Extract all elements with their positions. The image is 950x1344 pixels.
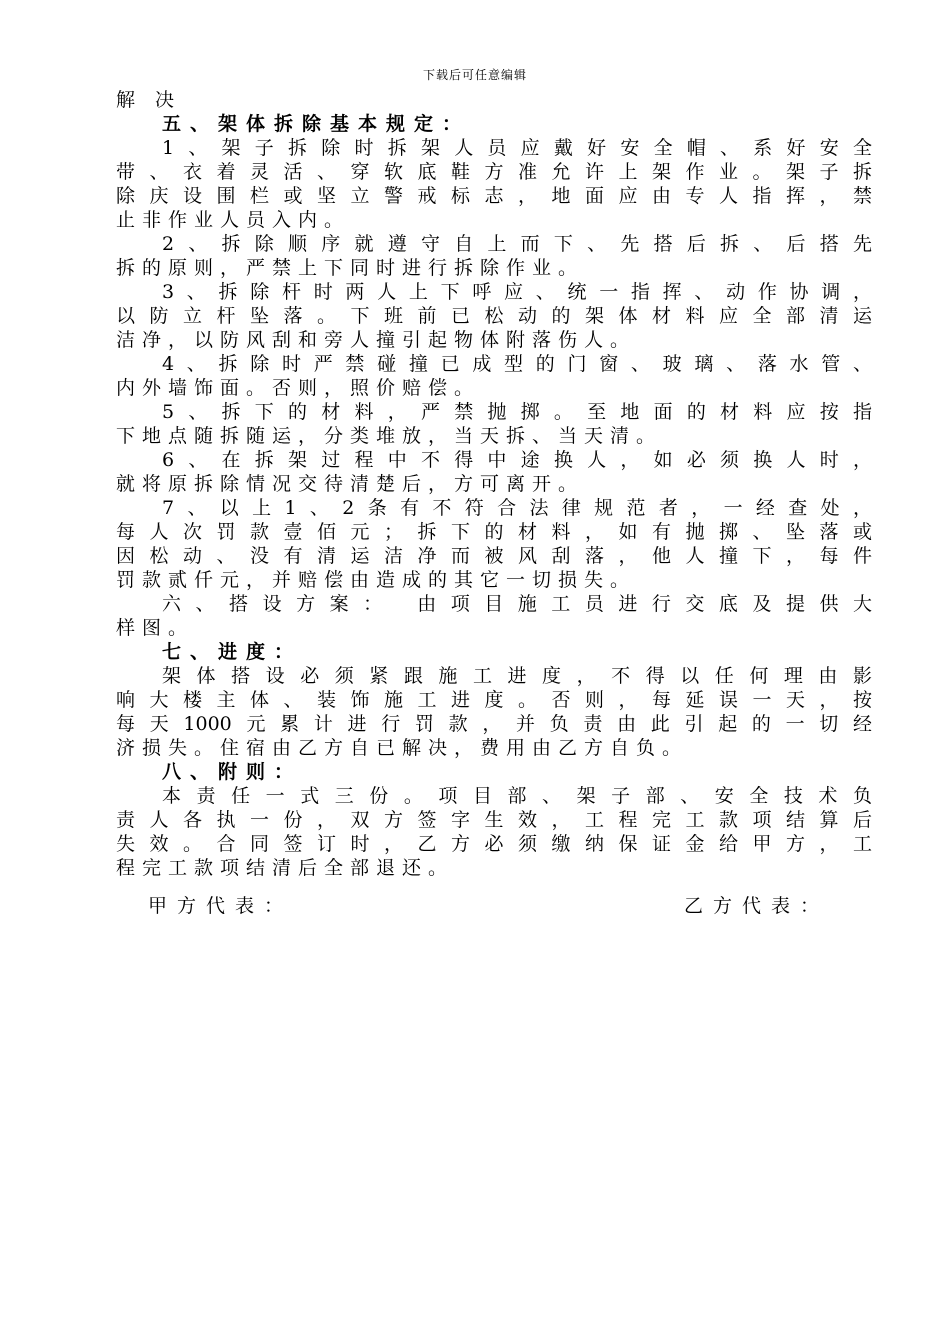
- text-line: 每人次罚款壹佰元；拆下的材料，如有抛掷、坠落或: [116, 521, 872, 543]
- text-line: 洁净，以防风刮和旁人撞引起物体附落伤人。: [116, 329, 637, 351]
- text-line: 2、拆除顺序就遵守自上而下、先搭后拆、后搭先: [162, 233, 872, 255]
- text-line: 就将原拆除情况交待清楚后，方可离开。: [116, 473, 585, 495]
- text-line: 八、附则：: [162, 761, 303, 783]
- text-line: 下地点随拆随运，分类堆放，当天拆、当天清。: [116, 425, 663, 447]
- party-b-representative-label: 乙方代表：: [684, 895, 830, 917]
- text-line: 除庆设围栏或坚立警戒标志，地面应由专人指挥，禁: [116, 185, 872, 207]
- text-line: 七、进度：: [162, 641, 303, 663]
- document-body: [116, 88, 872, 918]
- text-line: 内外墙饰面。否则，照价赔偿。: [116, 377, 481, 399]
- page-header-note: 下载后可任意编辑: [422, 68, 527, 82]
- text-line: 拆的原则，严禁上下同时进行拆除作业。: [116, 257, 585, 279]
- text-line: 止非作业人员入内。: [116, 209, 351, 231]
- text-line: 样图。: [116, 617, 195, 639]
- text-line: 以防立杆坠落。下班前已松动的架体材料应全部清运: [116, 305, 872, 327]
- text-line: 架体搭设必须紧跟施工进度，不得以任何理由影: [162, 665, 872, 687]
- text-line: 本责任一式三份。项目部、架子部、安全技术负: [162, 785, 872, 807]
- text-line: 六、搭设方案： 由项目施工员进行交底及提供大: [162, 593, 872, 615]
- text-line: 每天1000元累计进行罚款，并负责由此引起的一切经: [116, 713, 872, 735]
- text-line: 程完工款项结清后全部退还。: [116, 857, 455, 879]
- text-line: 7、以上1、2条有不符合法律规范者，一经查处，: [162, 497, 872, 519]
- text-line: 1、架子拆除时拆架人员应戴好安全帽、系好安全: [162, 137, 872, 159]
- text-line: 4、拆除时严禁碰撞已成型的门窗、玻璃、落水管、: [162, 353, 872, 375]
- document-lines: [116, 88, 872, 880]
- signature-row: [116, 894, 872, 918]
- text-line: 因松动、没有清运洁净而被风刮落，他人撞下，每件: [116, 545, 872, 567]
- text-line: 济损失。住宿由乙方自已解决，费用由乙方自负。: [116, 737, 689, 759]
- text-line: 5、拆下的材料，严禁抛掷。至地面的材料应按指: [162, 401, 872, 423]
- text-line: 带、衣着灵活、穿软底鞋方准允许上架作业。架子拆: [116, 161, 872, 183]
- text-line: 责人各执一份，双方签字生效，工程完工款项结算后: [116, 809, 872, 831]
- signature-spacer: [116, 880, 872, 894]
- party-a-representative-label: 甲方代表：: [148, 895, 294, 917]
- text-line: 罚款贰仟元，并赔偿由造成的其它一切损失。: [116, 569, 637, 591]
- text-line: 解 决: [116, 89, 182, 111]
- text-line: 3、拆除杆时两人上下呼应、统一指挥、动作协调，: [162, 281, 872, 303]
- text-line: 6、在拆架过程中不得中途换人，如必须换人时，: [162, 449, 872, 471]
- text-line: 失效。合同签订时，乙方必须缴纳保证金给甲方，工: [116, 833, 872, 855]
- text-line: 响大楼主体、装饰施工进度。否则，每延误一天，按: [116, 689, 872, 711]
- text-line: 五、架体拆除基本规定：: [162, 113, 471, 135]
